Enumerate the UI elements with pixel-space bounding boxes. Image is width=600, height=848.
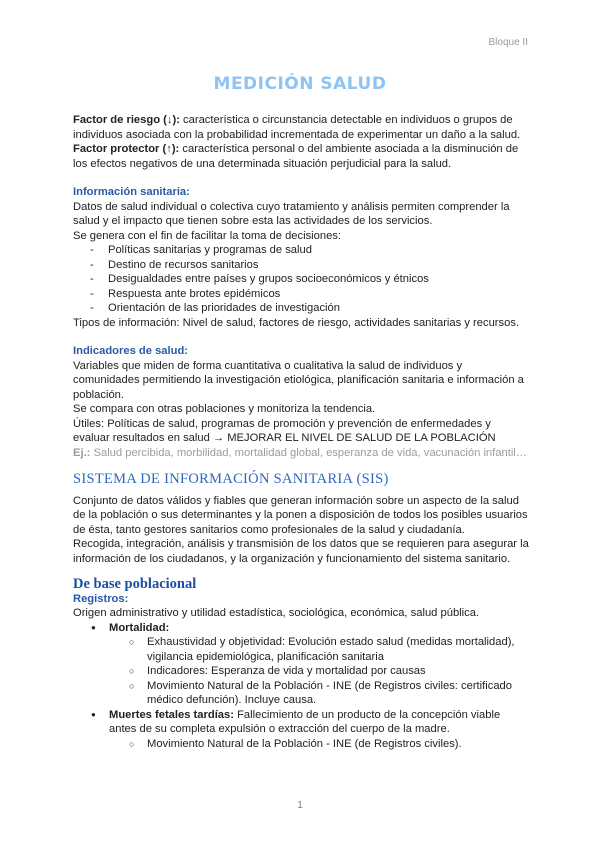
page-number: 1	[297, 800, 303, 811]
list-item: ○ Exhaustividad y objetividad: Evolución estado salud (medidas mortalidad), vigilancia epidemiológica, planificación sanitaria	[129, 635, 529, 664]
factor-protector-text: característica personal o del ambiente asociada a la disminución de los efectos negativos de una determinada situación perjudicial para la salud.	[73, 143, 519, 170]
sis-paragraph-1: Conjunto de datos válidos y fiables que generan información sobre un aspecto de la salud de la población o sus determinantes y la ponen a disposición de todos los posibles usuarios de ésta, tanto gestores sanitarios como profesionales de la salud y ciudadanía.	[73, 494, 528, 536]
decision-list	[73, 243, 529, 316]
info-sanitaria-purpose: Se genera con el fin de facilitar la toma de decisiones:	[73, 229, 342, 242]
list-item: - Destino de recursos sanitarios	[90, 258, 529, 273]
indicadores-compare: Se compara con otras poblaciones y monitoriza la tendencia.	[73, 403, 376, 415]
fetales-label: Muertes fetales tardías:	[109, 708, 234, 721]
factor-protector	[73, 142, 529, 171]
registros-text: Origen administrativo y utilidad estadística, sociológica, económica, salud pública.	[73, 607, 480, 619]
mortalidad-label: Mortalidad:	[109, 621, 170, 634]
list-item	[91, 708, 529, 752]
list-item: ○ Movimiento Natural de la Población - INE (de Registros civiles: certificado médico defunción). Incluye causa.	[129, 679, 529, 708]
list-item: ○ Indicadores: Esperanza de vida y mortalidad por causas	[129, 664, 529, 679]
indicadores-example	[73, 446, 529, 461]
sis-paragraph-2: Recogida, integración, análisis y transmisión de los datos que se requieren para asegurar la información de los ciudadanos, y la organización y funcionamiento del sistema sanitario.	[73, 538, 529, 565]
factor-protector-label: Factor protector (↑):	[73, 143, 180, 155]
info-sanitaria-heading: Información sanitaria:	[73, 186, 190, 198]
list-item: ○ Movimiento Natural de la Población - INE (de Registros civiles).	[129, 737, 529, 752]
factor-riesgo-label: Factor de riesgo (↓):	[73, 114, 180, 126]
fetales-text: Fallecimiento de un producto de la concepción viable antes de su completa expulsión o extracción del cuerpo de la madre.	[109, 708, 501, 735]
factor-riesgo-text: característica o circunstancia detectable en individuos o grupos de individuos asociada con la probabilidad incrementada de experimentar un daño a la salud.	[73, 114, 521, 141]
mortalidad-sublist	[109, 635, 529, 708]
document-body	[73, 113, 529, 751]
example-label: Ej.:	[73, 446, 91, 459]
list-item: - Políticas sanitarias y programas de salud	[90, 243, 529, 258]
info-types: Tipos de información: Nivel de salud, factores de riesgo, actividades sanitarias y recursos.	[73, 316, 520, 329]
base-poblacional-heading: De base poblacional	[73, 576, 197, 592]
registros-heading: Registros:	[73, 592, 129, 605]
indicadores-heading: Indicadores de salud:	[73, 345, 189, 357]
list-item	[91, 621, 529, 708]
factor-riesgo	[73, 113, 529, 142]
list-item: - Respuesta ante brotes epidémicos	[90, 287, 529, 302]
example-text: Salud percibida, morbilidad, mortalidad global, esperanza de vida, vacunación infantil…	[90, 446, 527, 459]
indicadores-utiles: Útiles: Políticas de salud, programas de promoción y prevención de enfermedades y evaluar resultados en salud → MEJORAR EL NIVEL DE SALUD DE LA POBLACIÓN	[73, 417, 496, 444]
info-sanitaria-paragraph: Datos de salud individual o colectiva cuyo tratamiento y análisis permiten comprender la salud y el impacto que tienen sobre esta las actividades de los servicios.	[73, 200, 510, 227]
block-label: Bloque II	[488, 37, 528, 48]
list-item: - Orientación de las prioridades de investigación	[90, 301, 529, 316]
page-title: MEDICIÓN SALUD	[213, 74, 387, 94]
list-item: - Desigualdades entre países y grupos socioeconómicos y étnicos	[90, 272, 529, 287]
registros-list	[73, 621, 529, 752]
fetales-sublist	[109, 737, 529, 752]
sis-heading: SISTEMA DE INFORMACIÓN SANITARIA (SIS)	[73, 471, 389, 487]
indicadores-paragraph: Variables que miden de forma cuantitativa o cualitativa la salud de individuos y comunidades permitiendo la investigación etiológica, planificación sanitaria e información a población.	[73, 359, 524, 401]
